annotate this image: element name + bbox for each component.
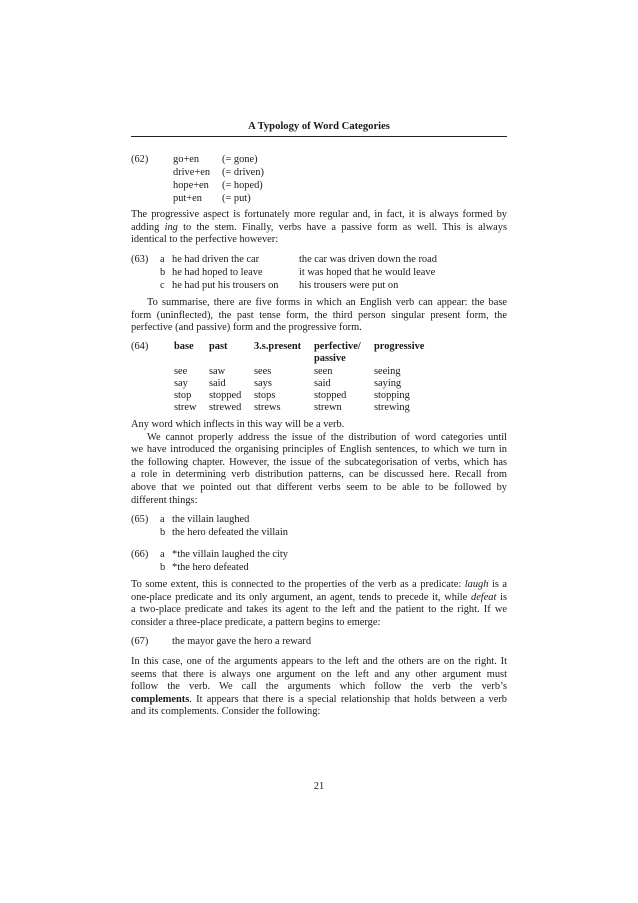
example-form: drive+en	[173, 167, 211, 178]
example-letter: b	[160, 527, 166, 538]
example-sentence: *the villain laughed the city	[172, 549, 288, 560]
paragraph-distribution	[131, 419, 507, 507]
text-line: above that we pointed out that different verbs seem to be able to be followed by	[131, 481, 507, 493]
text-line: In this case, one of the arguments appears to the left and the others are on the right. It	[131, 656, 507, 667]
emphasis: defeat	[471, 591, 497, 603]
table-cell: stopped	[314, 390, 347, 401]
example-number: (64)	[131, 341, 149, 352]
example-form: hope+en	[173, 180, 209, 191]
paragraph-predicates	[131, 579, 507, 629]
text-line: adding ing to the stem. Finally, verbs have a passive form as well. This is always	[131, 221, 507, 233]
example-gloss: (= put)	[222, 193, 251, 204]
example-gloss: (= driven)	[222, 167, 264, 178]
example-sentence: *the hero defeated	[172, 562, 249, 573]
example-number: (63)	[131, 254, 149, 265]
table-cell: strewn	[314, 402, 342, 413]
text-line: complements. It appears that there is a special relationship that holds between a verb	[131, 693, 507, 705]
table-cell: see	[174, 366, 188, 377]
example-number: (62)	[131, 154, 149, 165]
example-passive: the car was driven down the road	[299, 254, 437, 265]
example-active: he had hoped to leave	[172, 267, 263, 278]
table-cell: seen	[314, 366, 333, 377]
table-cell: strewing	[374, 402, 410, 413]
table-header: passive	[314, 353, 346, 364]
text-line: Any word which inflects in this way will be a verb.	[131, 419, 345, 430]
table-header: progressive	[374, 341, 425, 352]
text-line: we have introduced the organising principles of English sentences, to which we turn in	[131, 444, 507, 456]
table-cell: said	[314, 378, 331, 389]
example-form: go+en	[173, 154, 200, 165]
text-line: form (uninflected), the past tense form, the third person singular present form, the	[131, 309, 507, 321]
example-letter: b	[160, 562, 166, 573]
example-letter: c	[160, 280, 165, 291]
term-complements: complements	[131, 693, 190, 705]
text-line: a two-place predicate and takes its agent to the left and the patient to the right. If we	[131, 604, 507, 616]
text-line: identical to the perfective however:	[131, 234, 279, 246]
text-line: The progressive aspect is fortunately more regular and, in fact, it is always formed by	[131, 209, 507, 220]
text-line: the following chapter. However, the issue of the subcategorisation of verbs, which has	[131, 456, 507, 468]
paragraph-progressive	[131, 209, 507, 247]
example-letter: b	[160, 267, 166, 278]
example-number: (66)	[131, 549, 149, 560]
emphasis: ing	[164, 221, 178, 233]
example-letter: a	[160, 514, 165, 525]
table-cell: saw	[209, 366, 226, 377]
table-cell: said	[209, 378, 226, 389]
text-line: We cannot properly address the issue of the distribution of word categories until	[147, 431, 507, 443]
running-header: A Typology of Word Categories	[248, 121, 390, 132]
table-header: 3.s.present	[254, 341, 302, 352]
example-active: he had driven the car	[172, 254, 260, 265]
table-cell: strews	[254, 402, 281, 413]
text-line: a role in determining verb distribution patterns, can be discussed here. Recall from	[131, 469, 507, 481]
table-header: base	[174, 341, 194, 352]
header-rule	[131, 136, 507, 137]
text-line: different things:	[131, 494, 198, 506]
table-cell: stopping	[374, 390, 410, 401]
text-line: follow the verb. We call the arguments which follow the verb the verb’s	[131, 681, 507, 693]
example-sentence: the villain laughed	[172, 514, 250, 525]
text-line: consider a three-place predicate, a pattern begins to emerge:	[131, 616, 381, 628]
text-line: To summarise, there are five forms in which an English verb can appear: the base	[147, 297, 507, 308]
example-sentence: the mayor gave the hero a reward	[172, 636, 312, 647]
table-cell: strew	[174, 402, 197, 413]
table-cell: says	[254, 378, 272, 389]
paragraph-complements	[131, 656, 507, 719]
example-active: he had put his trousers on	[172, 280, 279, 291]
table-cell: stopped	[209, 390, 242, 401]
example-gloss: (= gone)	[222, 154, 258, 165]
example-number: (67)	[131, 636, 149, 647]
text-line: one-place predicate and its only argument, an agent, tends to precede it, while defeat is	[131, 591, 508, 603]
table-cell: saying	[374, 378, 402, 389]
example-passive: his trousers were put on	[299, 280, 399, 291]
text-line: and its complements. Consider the following:	[131, 706, 321, 718]
example-sentence: the hero defeated the villain	[172, 527, 288, 538]
table-header: past	[209, 341, 228, 352]
example-passive: it was hoped that he would leave	[299, 267, 436, 278]
example-letter: a	[160, 549, 165, 560]
page-number: 21	[313, 781, 325, 792]
text-line: To some extent, this is connected to the properties of the verb as a predicate: laugh is a	[131, 579, 507, 590]
paragraph-summary	[131, 297, 507, 335]
example-form: put+en	[173, 193, 202, 204]
example-gloss: (= hoped)	[222, 180, 263, 191]
example-number: (65)	[131, 514, 149, 525]
table-cell: seeing	[374, 366, 401, 377]
table-cell: stop	[174, 390, 192, 401]
table-cell: strewed	[209, 402, 242, 413]
table-cell: say	[174, 378, 188, 389]
emphasis: laugh	[464, 579, 489, 590]
table-cell: stops	[254, 390, 276, 401]
text-line: seems that there is always one argument on the left and any other argument must	[131, 668, 507, 680]
table-cell: sees	[254, 366, 272, 377]
text-line: perfective (and passive) form and the progressive form.	[131, 322, 362, 334]
example-letter: a	[160, 254, 165, 265]
table-header: perfective/	[314, 341, 361, 352]
